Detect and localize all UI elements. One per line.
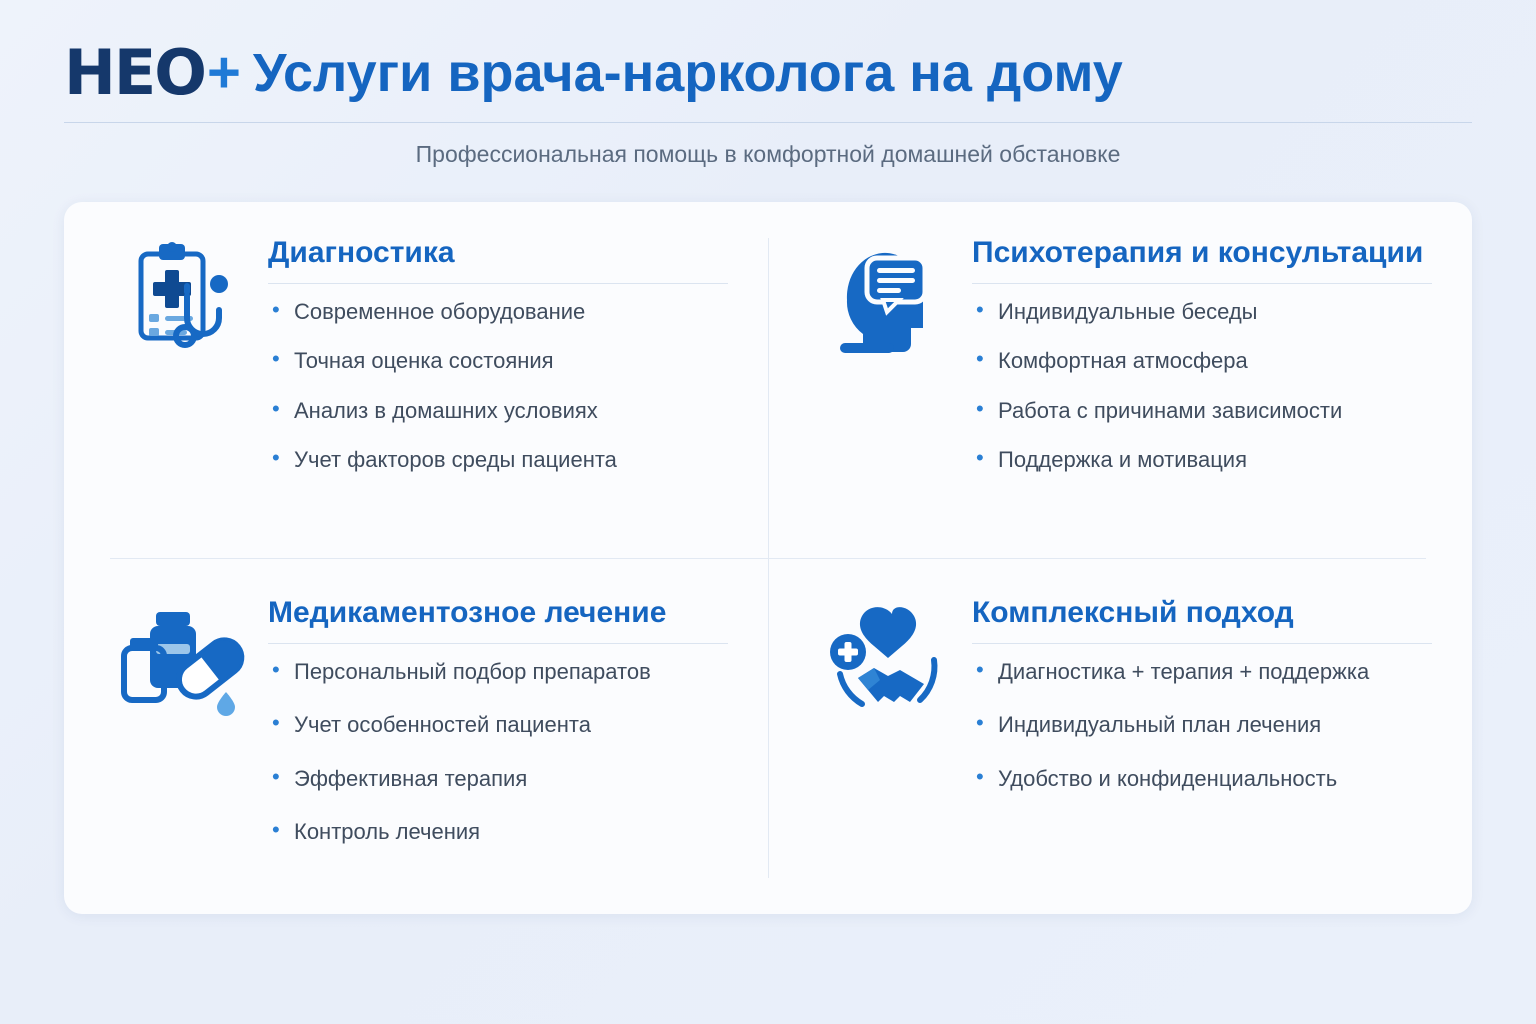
list-item: • Диагностика + терапия + поддержка xyxy=(972,658,1432,686)
feature-list xyxy=(972,658,1432,793)
block-body xyxy=(268,236,728,538)
logo-text: HEO xyxy=(64,36,205,109)
block-divider xyxy=(972,283,1432,284)
list-item: • Персональный подбор препаратов xyxy=(268,658,728,686)
list-item: • Работа с причинами зависимости xyxy=(972,397,1432,425)
page-subtitle: Профессиональная помощь в комфортной домашней обстановке xyxy=(415,141,1121,167)
list-item: • Учет особенностей пациента xyxy=(268,711,728,739)
list-item: • Эффективная терапия xyxy=(268,765,728,793)
block-divider xyxy=(268,283,728,284)
head-speech-bubble-icon xyxy=(812,236,962,538)
block-body xyxy=(268,596,728,894)
services-grid xyxy=(64,202,1472,914)
block-body xyxy=(972,236,1432,538)
brand-logo xyxy=(64,36,239,109)
list-item: • Индивидуальные беседы xyxy=(972,298,1432,326)
list-item: • Контроль лечения xyxy=(268,818,728,846)
block-divider xyxy=(972,643,1432,644)
service-block-complex-approach xyxy=(768,558,1472,914)
block-title: Медикаментозное лечение xyxy=(268,596,667,629)
list-item: • Учет факторов среды пациента xyxy=(268,446,728,474)
clipboard-stethoscope-icon xyxy=(108,236,258,538)
block-body xyxy=(972,596,1432,894)
block-title: Диагностика xyxy=(268,236,455,269)
header xyxy=(0,0,1536,109)
list-item: • Точная оценка состояния xyxy=(268,347,728,375)
logo-plus-icon: + xyxy=(206,40,239,105)
service-block-medication xyxy=(64,558,768,914)
feature-list xyxy=(972,298,1432,474)
list-item: • Современное оборудование xyxy=(268,298,728,326)
block-title: Психотерапия и консультации xyxy=(972,236,1424,269)
block-title: Комплексный подход xyxy=(972,596,1294,629)
horizontal-divider xyxy=(110,558,1426,559)
page-title: Услуги врача-нарколога на дому xyxy=(252,42,1123,103)
header-inner xyxy=(64,36,1123,109)
heart-handshake-icon xyxy=(812,596,962,894)
title-divider xyxy=(64,122,1472,123)
list-item: • Удобство и конфиденциальность xyxy=(972,765,1432,793)
list-item: • Поддержка и мотивация xyxy=(972,446,1432,474)
block-divider xyxy=(268,643,728,644)
feature-list xyxy=(268,298,728,474)
list-item: • Индивидуальный план лечения xyxy=(972,711,1432,739)
medicine-bottles-pill-icon xyxy=(108,596,258,894)
service-block-diagnostics xyxy=(64,202,768,558)
services-card xyxy=(64,202,1472,914)
feature-list xyxy=(268,658,728,846)
service-block-psychotherapy xyxy=(768,202,1472,558)
list-item: • Комфортная атмосфера xyxy=(972,347,1432,375)
list-item: • Анализ в домашних условиях xyxy=(268,397,728,425)
